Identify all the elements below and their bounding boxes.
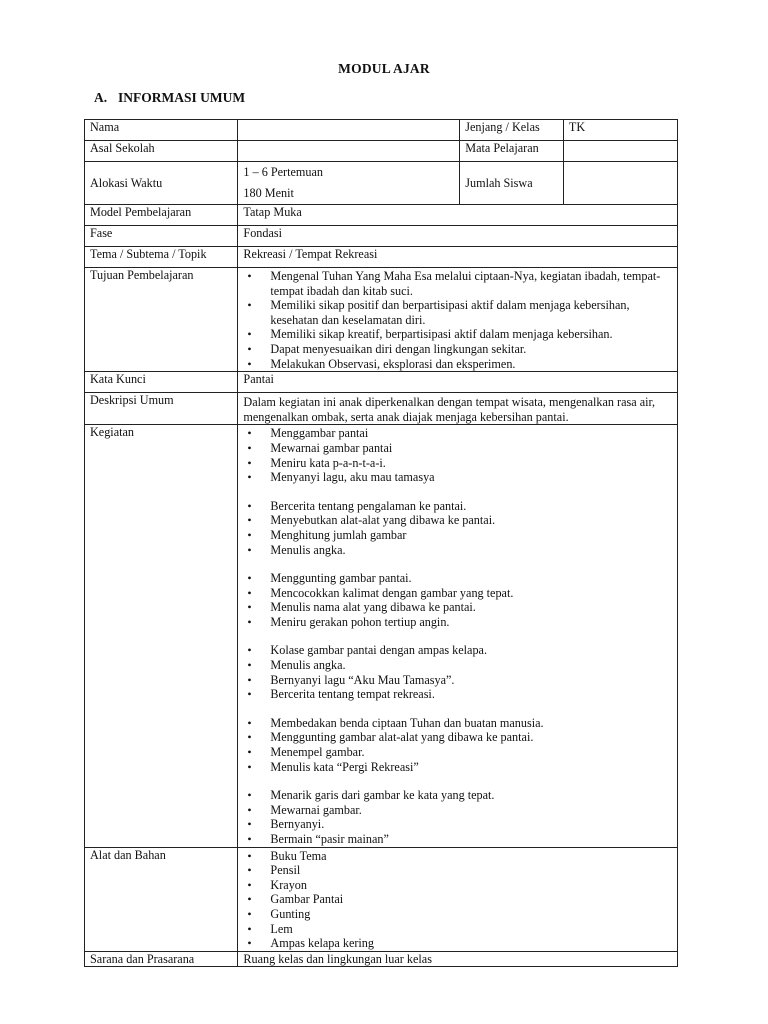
row-asal xyxy=(85,141,678,162)
jenjang-label: Jenjang / Kelas xyxy=(460,120,564,141)
list-item: • Kolase gambar pantai dengan ampas kelapa. xyxy=(243,643,677,658)
list-spacer xyxy=(243,557,677,571)
kata-kunci-value: Pantai xyxy=(238,372,678,393)
list-item: • Menggambar pantai xyxy=(243,426,677,441)
tujuan-label: Tujuan Pembelajaran xyxy=(85,268,238,372)
list-item: • Pensil xyxy=(243,863,677,878)
list-item: • Mewarnai gambar pantai xyxy=(243,441,677,456)
kegiatan-value xyxy=(238,425,678,847)
alat-bahan-value xyxy=(238,847,678,951)
kata-kunci-label: Kata Kunci xyxy=(85,372,238,393)
mapel-value xyxy=(563,141,677,162)
list-item: • Buku Tema xyxy=(243,849,677,864)
list-item: • Menghitung jumlah gambar xyxy=(243,528,677,543)
list-item: • Memiliki sikap kreatif, berpartisipasi aktif dalam menjaga kebersihan. xyxy=(243,327,677,342)
list-item: • Menarik garis dari gambar ke kata yang tepat. xyxy=(243,788,677,803)
alokasi-menit: 180 Menit xyxy=(243,186,294,200)
nama-value xyxy=(238,120,460,141)
row-alokasi xyxy=(85,162,678,205)
section-heading xyxy=(94,90,245,106)
fase-value: Fondasi xyxy=(238,226,678,247)
list-spacer xyxy=(243,774,677,788)
kegiatan-list xyxy=(243,425,677,846)
list-item: • Menyebutkan alat-alat yang dibawa ke pantai. xyxy=(243,513,677,528)
list-item: • Ampas kelapa kering xyxy=(243,936,677,951)
list-item: • Bermain “pasir mainan” xyxy=(243,832,677,847)
list-item: • Memiliki sikap positif dan berpartisipasi aktif dalam menjaga kebersihan, kesehatan dan keselamatan diri. xyxy=(243,298,677,327)
list-item: • Mencocokkan kalimat dengan gambar yang tepat. xyxy=(243,586,677,601)
section-label: INFORMASI UMUM xyxy=(118,90,246,105)
list-item: • Bercerita tentang tempat rekreasi. xyxy=(243,687,677,702)
tujuan-value xyxy=(238,268,678,372)
mapel-label: Mata Pelajaran xyxy=(460,141,564,162)
list-item: • Dapat menyesuaikan diri dengan lingkungan sekitar. xyxy=(243,342,677,357)
row-fase xyxy=(85,226,678,247)
info-table xyxy=(84,119,678,967)
list-item: • Meniru gerakan pohon tertiup angin. xyxy=(243,615,677,630)
list-item: • Membedakan benda ciptaan Tuhan dan buatan manusia. xyxy=(243,716,677,731)
tema-value: Rekreasi / Tempat Rekreasi xyxy=(238,247,678,268)
list-item: • Menempel gambar. xyxy=(243,745,677,760)
row-kata-kunci xyxy=(85,372,678,393)
section-number: A. xyxy=(94,90,108,105)
document-title: MODUL AJAR xyxy=(338,61,430,76)
tema-label: Tema / Subtema / Topik xyxy=(85,247,238,268)
list-item: • Bercerita tentang pengalaman ke pantai. xyxy=(243,499,677,514)
list-item: • Menulis nama alat yang dibawa ke pantai. xyxy=(243,600,677,615)
row-alat-bahan xyxy=(85,847,678,951)
list-item: • Melakukan Observasi, eksplorasi dan eksperimen. xyxy=(243,357,677,372)
list-item: • Lem xyxy=(243,922,677,937)
row-tema xyxy=(85,247,678,268)
list-item: • Menggunting gambar pantai. xyxy=(243,571,677,586)
row-kegiatan xyxy=(85,425,678,847)
list-item: • Mewarnai gambar. xyxy=(243,803,677,818)
list-item: • Bernyanyi. xyxy=(243,817,677,832)
list-item: • Menulis angka. xyxy=(243,543,677,558)
row-tujuan xyxy=(85,268,678,372)
asal-label: Asal Sekolah xyxy=(85,141,238,162)
deskripsi-label: Deskripsi Umum xyxy=(85,393,238,425)
alat-bahan-list xyxy=(243,848,677,951)
row-nama xyxy=(85,120,678,141)
list-item: • Gambar Pantai xyxy=(243,892,677,907)
tujuan-list xyxy=(243,268,677,371)
list-item: • Menggunting gambar alat-alat yang dibawa ke pantai. xyxy=(243,730,677,745)
deskripsi-value: Dalam kegiatan ini anak diperkenalkan dengan tempat wisata, mengenalkan rasa air, mengenalkan ombak, serta anak diajak menjaga kebersihan pantai. xyxy=(238,393,678,425)
jenjang-value: TK xyxy=(563,120,677,141)
list-item: • Krayon xyxy=(243,878,677,893)
alokasi-pertemuan: 1 – 6 Pertemuan xyxy=(243,165,323,179)
list-item: • Gunting xyxy=(243,907,677,922)
list-spacer xyxy=(243,702,677,716)
alat-bahan-label: Alat dan Bahan xyxy=(85,847,238,951)
row-model xyxy=(85,205,678,226)
kegiatan-label: Kegiatan xyxy=(85,425,238,847)
nama-label: Nama xyxy=(85,120,238,141)
sarana-value: Ruang kelas dan lingkungan luar kelas xyxy=(238,951,678,967)
list-item: • Menulis angka. xyxy=(243,658,677,673)
siswa-value xyxy=(563,162,677,205)
list-item: • Mengenal Tuhan Yang Maha Esa melalui ciptaan-Nya, kegiatan ibadah, tempat-tempat ibadah dan kitab suci. xyxy=(243,269,677,298)
alokasi-label: Alokasi Waktu xyxy=(85,162,238,205)
model-label: Model Pembelajaran xyxy=(85,205,238,226)
list-item: • Menulis kata “Pergi Rekreasi” xyxy=(243,760,677,775)
row-deskripsi xyxy=(85,393,678,425)
asal-value xyxy=(238,141,460,162)
fase-label: Fase xyxy=(85,226,238,247)
list-item: • Bernyanyi lagu “Aku Mau Tamasya”. xyxy=(243,673,677,688)
alokasi-value xyxy=(238,162,460,205)
list-item: • Meniru kata p-a-n-t-a-i. xyxy=(243,456,677,471)
list-spacer xyxy=(243,485,677,499)
sarana-label: Sarana dan Prasarana xyxy=(85,951,238,967)
model-value: Tatap Muka xyxy=(238,205,678,226)
row-sarana xyxy=(85,951,678,967)
siswa-label: Jumlah Siswa xyxy=(460,162,564,205)
list-spacer xyxy=(243,629,677,643)
list-item: • Menyanyi lagu, aku mau tamasya xyxy=(243,470,677,485)
